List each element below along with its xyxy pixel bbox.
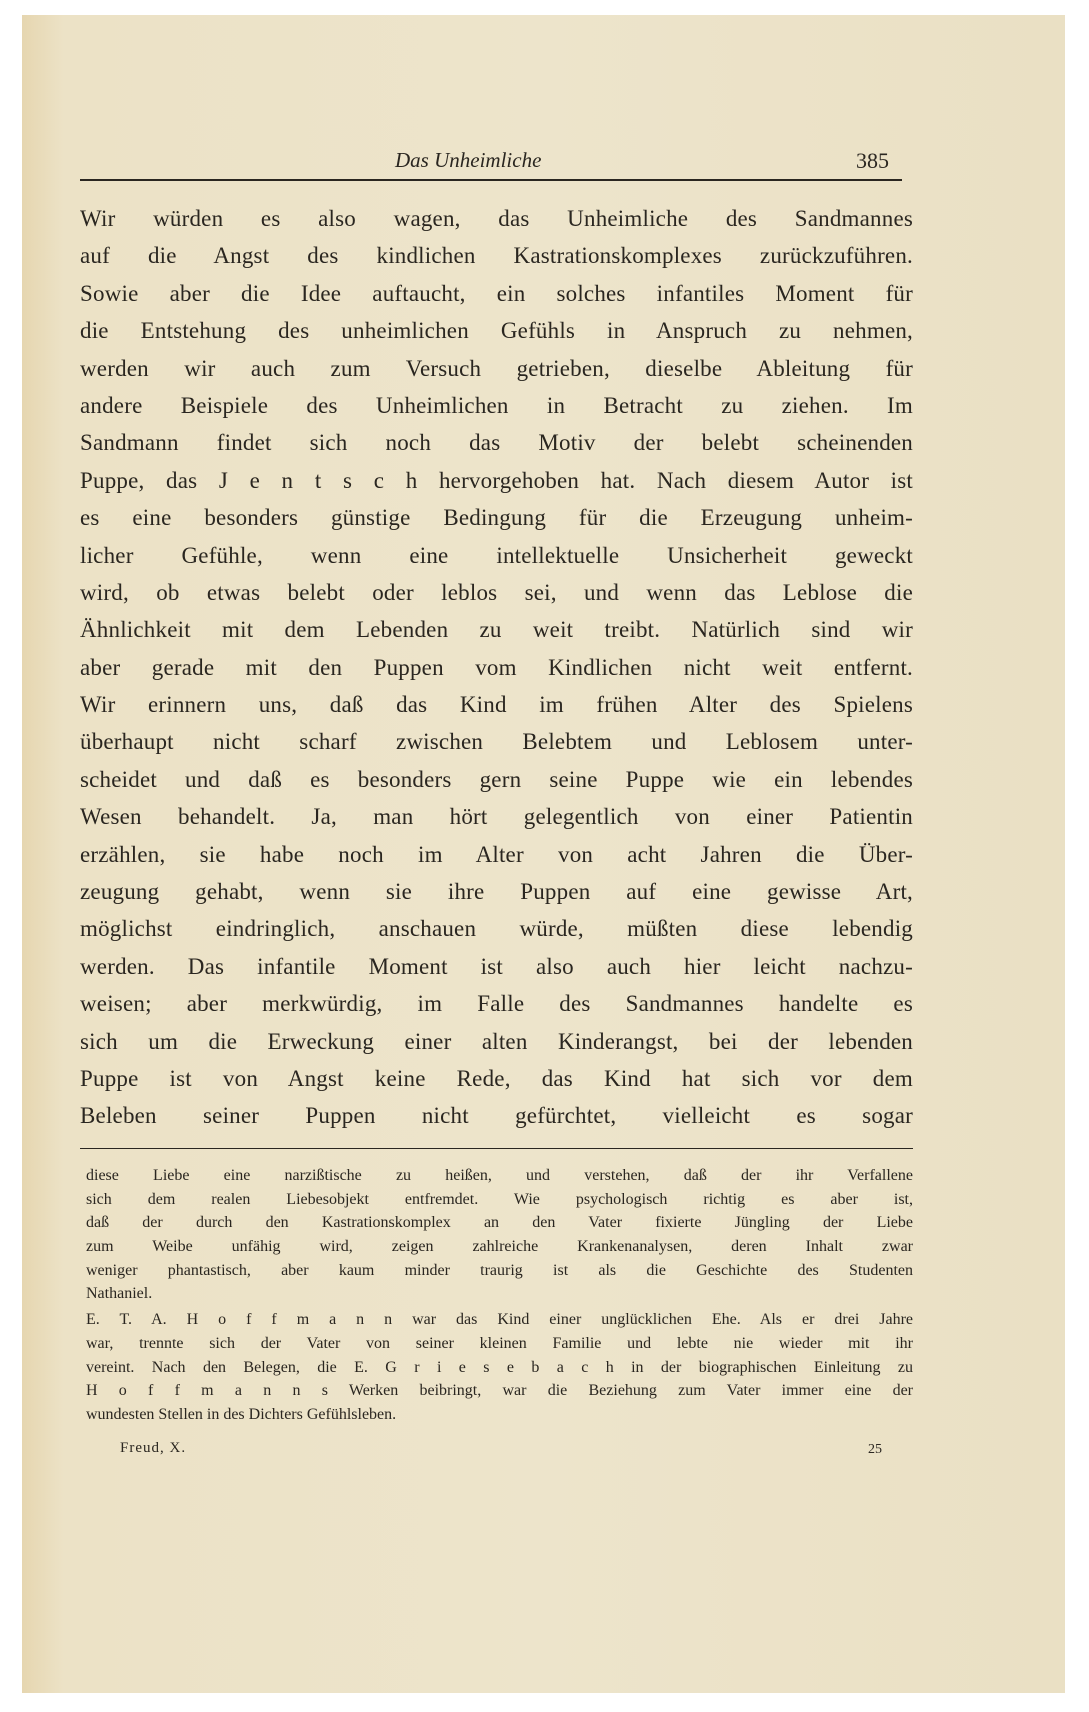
text-line: andere Beispiele des Unheimlichen in Betracht zu ziehen. Im bbox=[80, 392, 913, 418]
text-line: scheidet und daß es besonders gern seine Puppe wie ein lebendes bbox=[80, 766, 913, 792]
text-line: Puppe, das J e n t s c h hervorgehoben hat. Nach diesem Autor ist bbox=[80, 467, 913, 493]
footnote-line: war, trennte sich der Vater von seiner kleinen Familie und lebte nie wieder mit ihr bbox=[86, 1334, 913, 1352]
text-line: Wir erinnern uns, daß das Kind im frühen Alter des Spielens bbox=[80, 692, 913, 718]
text-line: aber gerade mit den Puppen vom Kindlichen nicht weit entfernt. bbox=[80, 654, 913, 680]
text-line: Sowie aber die Idee auftaucht, ein solches infantiles Moment für bbox=[80, 280, 913, 306]
text-line: Sandmann findet sich noch das Motiv der belebt scheinenden bbox=[80, 430, 913, 456]
text-line: Wir würden es also wagen, das Unheimliche des Sandmannes bbox=[80, 206, 913, 231]
footnote-line: zum Weibe unfähig wird, zeigen zahlreiche Krankenanalysen, deren Inhalt zwar bbox=[86, 1238, 913, 1256]
text-line: werden wir auch zum Versuch getrieben, dieselbe Ableitung für bbox=[80, 355, 913, 381]
running-header-title: Das Unheimliche bbox=[395, 148, 542, 172]
signature-mark: Freud, X. bbox=[120, 1440, 187, 1456]
text-line: Wesen behandelt. Ja, man hört gelegentlich von einer Patientin bbox=[80, 804, 913, 830]
text-line: Puppe ist von Angst keine Rede, das Kind hat sich vor dem bbox=[80, 1065, 913, 1091]
body-text bbox=[80, 200, 913, 1135]
footnote-line: sich dem realen Liebesobjekt entfremdet. Wie psychologisch richtig es aber ist, bbox=[86, 1190, 913, 1208]
text-line: möglichst eindringlich, anschauen würde, müßten diese lebendig bbox=[80, 916, 913, 942]
footnote-line: daß der durch den Kastrationskomplex an den Vater fixierte Jüngling der Liebe bbox=[86, 1214, 913, 1232]
sheet-number: 25 bbox=[868, 1442, 882, 1457]
text-line: Ähnlichkeit mit dem Lebenden zu weit treibt. Natürlich sind wir bbox=[80, 617, 913, 643]
footnote-line: wundesten Stellen in des Dichters Gefühlsleben. bbox=[86, 1405, 397, 1423]
text-line: wird, ob etwas belebt oder leblos sei, und wenn das Leblose die bbox=[80, 579, 913, 605]
footnote-line: H o f f m a n n s Werken beibringt, war die Beziehung zum Vater immer eine der bbox=[86, 1382, 913, 1400]
text-line: Beleben seiner Puppen nicht gefürchtet, vielleicht es sogar bbox=[80, 1103, 913, 1129]
footnote-line: E. T. A. H o f f m a n n war das Kind einer unglücklichen Ehe. Als er drei Jahre bbox=[86, 1311, 913, 1329]
footnote-line: diese Liebe eine narzißtische zu heißen, und verstehen, daß der ihr Verfallene bbox=[86, 1167, 913, 1184]
text-line: es eine besonders günstige Bedingung für die Erzeugung unheim- bbox=[80, 505, 913, 531]
page-number: 385 bbox=[856, 148, 889, 173]
footnote-line: Nathaniel. bbox=[86, 1285, 153, 1303]
text-line: überhaupt nicht scharf zwischen Belebtem und Leblosem unter- bbox=[80, 729, 913, 755]
text-line: sich um die Erweckung einer alten Kinderangst, bei der lebenden bbox=[80, 1028, 913, 1054]
text-line: licher Gefühle, wenn eine intellektuelle Unsicherheit geweckt bbox=[80, 542, 913, 568]
text-line: auf die Angst des kindlichen Kastrationskomplexes zurückzuführen. bbox=[80, 243, 913, 269]
header-rule bbox=[80, 179, 902, 181]
footnote-line: weniger phantastisch, aber kaum minder traurig ist als die Geschichte des Studenten bbox=[86, 1261, 913, 1279]
text-line: zeugung gehabt, wenn sie ihre Puppen auf eine gewisse Art, bbox=[80, 879, 913, 905]
footnotes bbox=[86, 1164, 913, 1427]
text-line: werden. Das infantile Moment ist also auch hier leicht nachzu- bbox=[80, 953, 913, 979]
footnote-rule bbox=[80, 1148, 913, 1149]
text-line: weisen; aber merkwürdig, im Falle des Sandmannes handelte es bbox=[80, 991, 913, 1017]
footnote-line: vereint. Nach den Belegen, die E. G r i e s e b a c h in der biographischen Einleitung zu bbox=[86, 1358, 913, 1376]
text-line: erzählen, sie habe noch im Alter von acht Jahren die Über- bbox=[80, 841, 913, 867]
text-line: die Entstehung des unheimlichen Gefühls in Anspruch zu nehmen, bbox=[80, 318, 913, 344]
